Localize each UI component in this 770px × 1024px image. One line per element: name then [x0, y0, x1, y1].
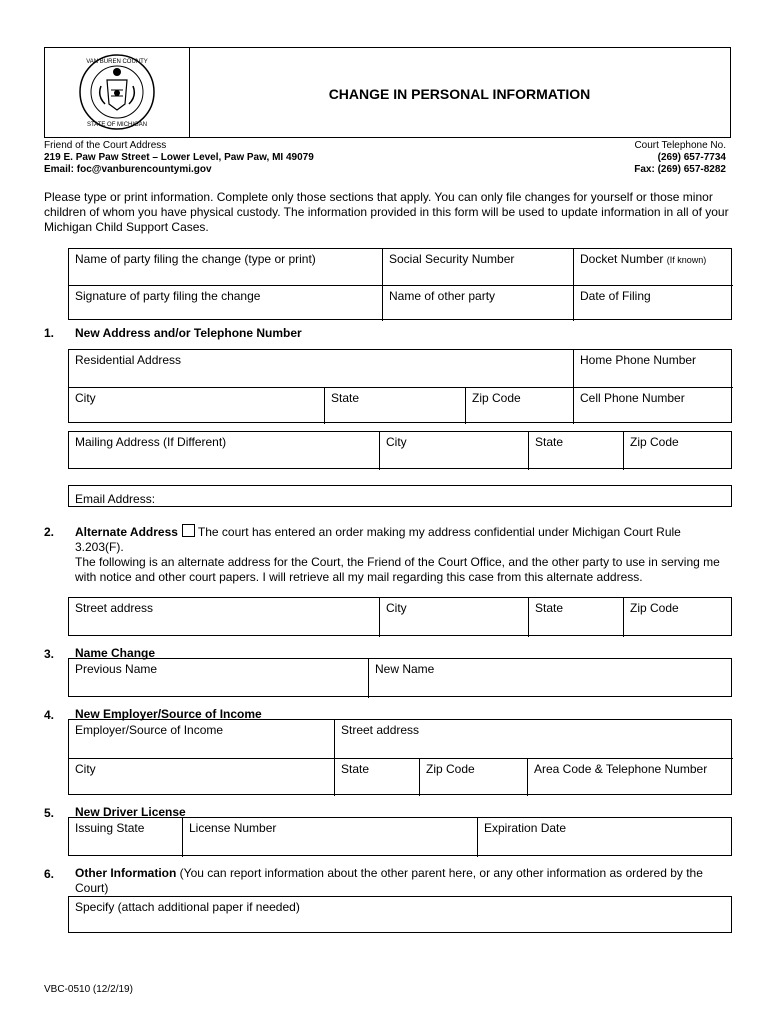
- residential-address-label: Residential Address: [75, 353, 182, 367]
- driver-license-grid: [68, 817, 732, 856]
- address-grid: [68, 349, 732, 423]
- zip-field[interactable]: [465, 387, 573, 424]
- party-name-label: Name of party filing the change (type or print): [75, 252, 316, 266]
- section-4-title: New Employer/Source of Income: [75, 707, 262, 721]
- employer-zip-label: Zip Code: [426, 762, 475, 776]
- new-name-label: New Name: [375, 662, 435, 676]
- expiration-date-field[interactable]: [477, 818, 733, 857]
- signature-field[interactable]: [69, 285, 382, 321]
- alt-city-field[interactable]: [379, 598, 528, 637]
- expiration-date-label: Expiration Date: [484, 821, 567, 835]
- svg-text:VAN BUREN COUNTY: VAN BUREN COUNTY: [86, 59, 148, 65]
- mailing-address-field[interactable]: [69, 432, 379, 470]
- signature-label: Signature of party filing the change: [75, 289, 261, 303]
- section-3-title: Name Change: [75, 646, 156, 660]
- mailing-state-label: State: [535, 435, 564, 449]
- email-address-label: Email Address:: [75, 492, 156, 506]
- section-2-number: 2.: [44, 525, 55, 539]
- party-name-field[interactable]: [69, 249, 382, 285]
- employer-phone-label: Area Code & Telephone Number: [534, 762, 708, 776]
- address-label: Friend of the Court Address: [44, 140, 167, 151]
- section-2-text: [75, 524, 735, 585]
- phone-label: Court Telephone No.: [634, 140, 726, 151]
- ssn-label: Social Security Number: [389, 252, 515, 266]
- alt-state-field[interactable]: [528, 598, 623, 637]
- city-label: City: [75, 391, 96, 405]
- intro-text: Please type or print information. Complete only those sections that apply. You can only file changes for yourself or those minor children of whom you have physical custody. The information provided in this form will be used to update information in all of your Michigan Child Support Cases.: [44, 190, 729, 234]
- license-number-field[interactable]: [182, 818, 477, 857]
- docket-field[interactable]: [573, 249, 733, 285]
- employer-city-field[interactable]: [69, 758, 334, 796]
- home-phone-field[interactable]: [573, 350, 733, 387]
- mailing-zip-label: Zip Code: [630, 435, 679, 449]
- address-line: 219 E. Paw Paw Street – Lower Level, Paw Paw, MI 49079: [44, 152, 314, 163]
- alt-zip-label: Zip Code: [630, 601, 679, 615]
- party-info-grid: [68, 248, 732, 320]
- employer-street-field[interactable]: [334, 720, 733, 758]
- svg-text:STATE OF MICHIGAN: STATE OF MICHIGAN: [86, 122, 148, 128]
- section-6-title: Other Information: [75, 866, 177, 880]
- county-seal-logo: [45, 48, 189, 136]
- employer-grid: [68, 719, 732, 795]
- alternate-address-grid: [68, 597, 732, 636]
- date-filing-label: Date of Filing: [580, 289, 651, 303]
- employer-street-label: Street address: [341, 723, 420, 737]
- employer-label: Employer/Source of Income: [75, 723, 224, 737]
- previous-name-label: Previous Name: [75, 662, 158, 676]
- section-3-number: 3.: [44, 647, 55, 661]
- other-party-label: Name of other party: [389, 289, 496, 303]
- fax-number: Fax: (269) 657-8282: [634, 164, 726, 175]
- alt-street-field[interactable]: [69, 598, 379, 637]
- employer-phone-field[interactable]: [527, 758, 733, 796]
- cell-phone-field[interactable]: [573, 387, 733, 424]
- residential-address-field[interactable]: [69, 350, 573, 387]
- other-info-field[interactable]: [68, 896, 732, 933]
- employer-state-label: State: [341, 762, 370, 776]
- form-number: VBC-0510 (12/2/19): [44, 984, 133, 995]
- issuing-state-label: Issuing State: [75, 821, 145, 835]
- docket-note: (If known): [666, 255, 707, 265]
- header-box: [44, 47, 731, 138]
- section-1-number: 1.: [44, 326, 55, 340]
- alt-street-label: Street address: [75, 601, 154, 615]
- other-party-field[interactable]: [382, 285, 573, 321]
- other-info-label: Specify (attach additional paper if needed): [75, 900, 300, 914]
- alt-city-label: City: [386, 601, 407, 615]
- alt-state-label: State: [535, 601, 564, 615]
- date-filing-field[interactable]: [573, 285, 733, 321]
- previous-name-field[interactable]: [69, 659, 368, 698]
- employer-state-field[interactable]: [334, 758, 419, 796]
- alternate-address-body: The following is an alternate address for the Court, the Friend of the Court Office, and the other party to use in serving me with notice and other court papers. I will retrieve all my mail regarding this case from this alternate address.: [75, 555, 720, 584]
- state-label: State: [331, 391, 360, 405]
- cell-phone-label: Cell Phone Number: [580, 391, 685, 405]
- section-2-title: Alternate Address: [75, 525, 178, 539]
- section-6-number: 6.: [44, 867, 55, 881]
- court-rule: 3.203(F).: [75, 540, 124, 554]
- mailing-city-field[interactable]: [379, 432, 528, 470]
- name-change-grid: [68, 658, 732, 697]
- court-phone-block: [634, 140, 726, 176]
- alt-zip-field[interactable]: [623, 598, 733, 637]
- county-seal-cell: [45, 48, 190, 137]
- mailing-zip-field[interactable]: [623, 432, 733, 470]
- section-6-description: (You can report information about the other parent here, or any other information as ordered by the Court): [75, 866, 703, 895]
- section-1-title: New Address and/or Telephone Number: [75, 326, 302, 340]
- home-phone-label: Home Phone Number: [580, 353, 697, 367]
- mailing-address-label: Mailing Address (If Different): [75, 435, 227, 449]
- foc-address-block: [44, 140, 314, 176]
- email-address-field[interactable]: [68, 485, 732, 507]
- section-5-number: 5.: [44, 806, 55, 820]
- docket-label: Docket Number: [580, 252, 664, 266]
- mailing-city-label: City: [386, 435, 407, 449]
- issuing-state-field[interactable]: [69, 818, 182, 857]
- state-field[interactable]: [324, 387, 465, 424]
- form-title: CHANGE IN PERSONAL INFORMATION: [328, 86, 591, 102]
- city-field[interactable]: [69, 387, 324, 424]
- employer-city-label: City: [75, 762, 96, 776]
- mailing-state-field[interactable]: [528, 432, 623, 470]
- email-line: Email: foc@vanburencountymi.gov: [44, 164, 212, 175]
- ssn-field[interactable]: [382, 249, 573, 285]
- employer-zip-field[interactable]: [419, 758, 527, 796]
- mailing-grid: [68, 431, 732, 469]
- phone-number: (269) 657-7734: [657, 152, 726, 163]
- zip-label: Zip Code: [472, 391, 521, 405]
- section-5-title: New Driver License: [75, 805, 186, 819]
- checkbox-text: The court has entered an order making my address confidential under Michigan Court Rule: [197, 525, 681, 539]
- section-6-text: [75, 866, 735, 896]
- employer-field[interactable]: [69, 720, 334, 758]
- license-number-label: License Number: [189, 821, 277, 835]
- confidential-address-checkbox[interactable]: [182, 524, 195, 537]
- section-4-number: 4.: [44, 708, 55, 722]
- new-name-field[interactable]: [368, 659, 733, 698]
